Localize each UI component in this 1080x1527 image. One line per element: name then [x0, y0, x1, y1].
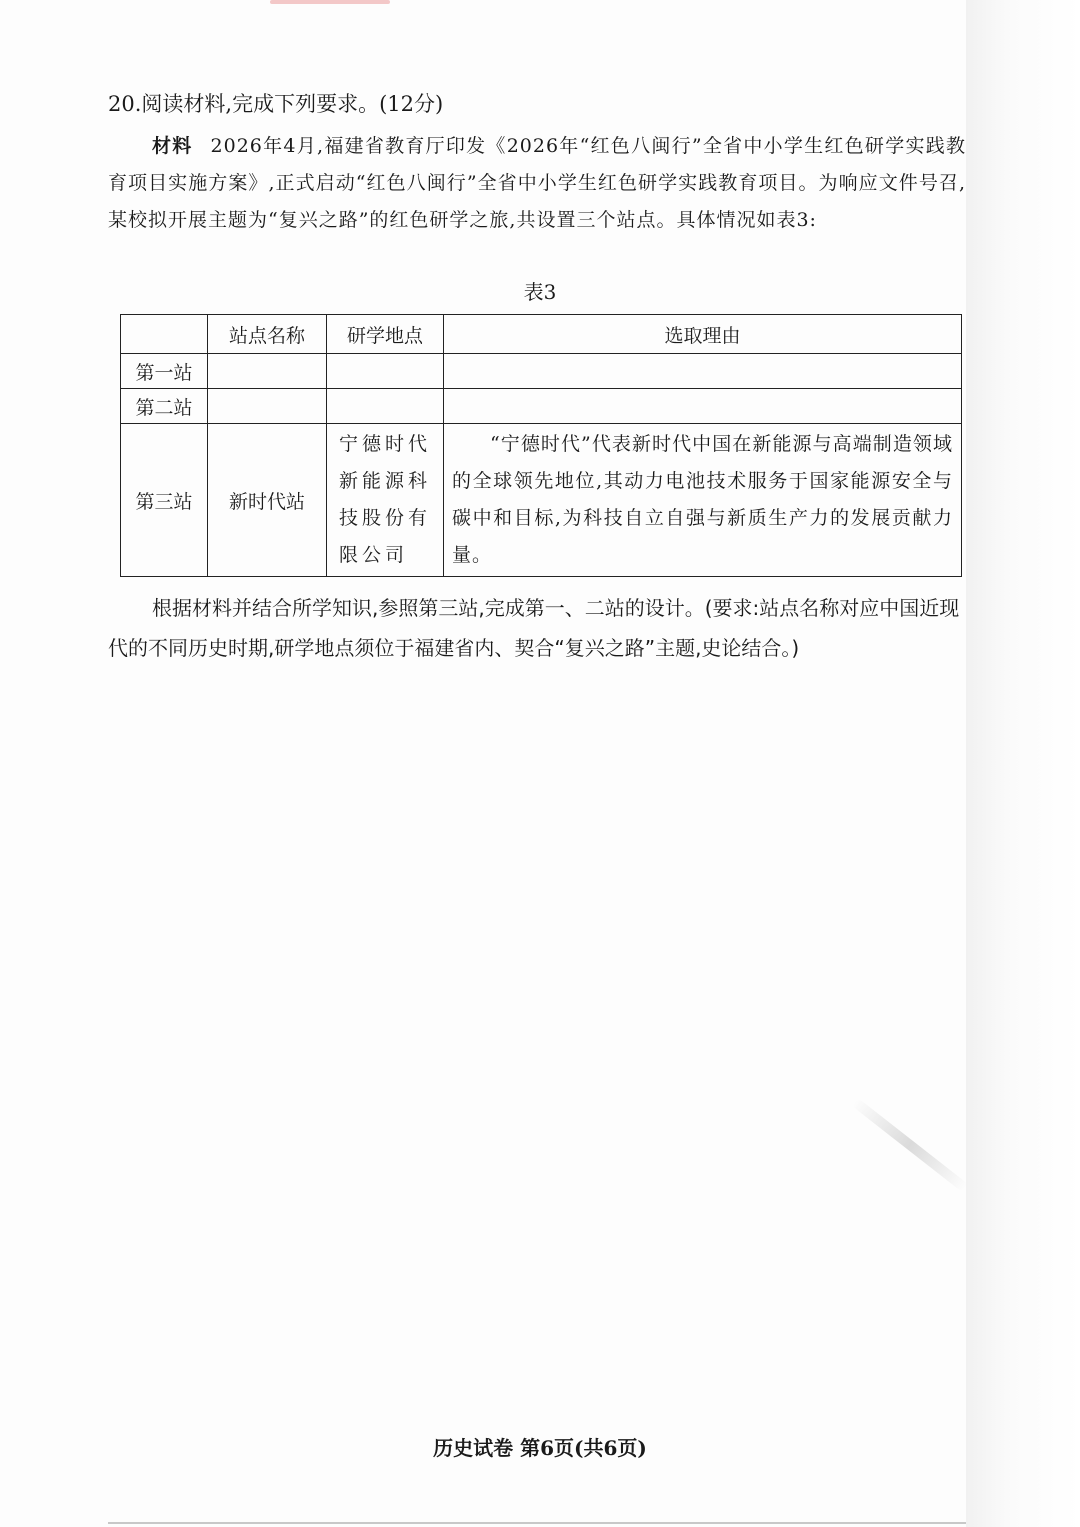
- material-lead: 材料: [152, 135, 193, 157]
- table-row: [121, 424, 962, 577]
- row-station-name: [208, 389, 327, 424]
- row-study-site: [327, 389, 444, 424]
- material-paragraph: [108, 128, 966, 239]
- page-footer: 历史试卷 第6页(共6页): [433, 1436, 647, 1460]
- material-text: 2026年4月,福建省教育厅印发《2026年“红色八闽行”全省中小学生红色研学实践教育项目实施方案》,正式启动“红色八闽行”全省中小学生红色研学实践教育项目。为响应文件号召,某校拟开展主题为“复兴之路”的红色研学之旅,共设置三个站点。具体情况如表3:: [108, 135, 966, 231]
- row-study-site: [327, 354, 444, 389]
- row-study-site: [327, 424, 444, 577]
- row-reason: [444, 389, 962, 424]
- question-title: 20.阅读材料,完成下列要求。(12分): [108, 92, 444, 116]
- table-row: [121, 389, 962, 424]
- row-station-name: 新时代站: [208, 424, 327, 577]
- reason-text: “宁德时代”代表新时代中国在新能源与高端制造领域的全球领先地位,其动力电池技术服务于国家能源安全与碳中和目标,为科技自立自强与新质生产力的发展贡献力量。: [452, 433, 953, 566]
- table-caption: 表3: [523, 280, 557, 304]
- header-reason: 选取理由: [444, 315, 962, 354]
- row-stage: 第三站: [121, 424, 208, 577]
- table-row: [121, 354, 962, 389]
- table-header-row: [121, 315, 962, 354]
- header-study-site: 研学地点: [327, 315, 444, 354]
- instruction-paragraph: 根据材料并结合所学知识,参照第三站,完成第一、二站的设计。(要求:站点名称对应中国近现代的不同历史时期,研学地点须位于福建省内、契合“复兴之路”主题,史论结合。): [108, 596, 960, 660]
- study-site-text: 宁德时代新能源科技股份有限公司: [339, 433, 432, 566]
- scan-edge-shadow: [966, 0, 1080, 1527]
- row-station-name: [208, 354, 327, 389]
- row-reason: [444, 424, 962, 577]
- stations-table: [120, 314, 962, 577]
- header-station-name: 站点名称: [208, 315, 327, 354]
- header-blank: [121, 315, 208, 354]
- scan-smudge: [852, 1098, 968, 1192]
- row-reason: [444, 354, 962, 389]
- scan-top-mark: [270, 0, 390, 4]
- page-bottom-rule: [108, 1522, 966, 1524]
- row-stage: 第二站: [121, 389, 208, 424]
- row-stage: 第一站: [121, 354, 208, 389]
